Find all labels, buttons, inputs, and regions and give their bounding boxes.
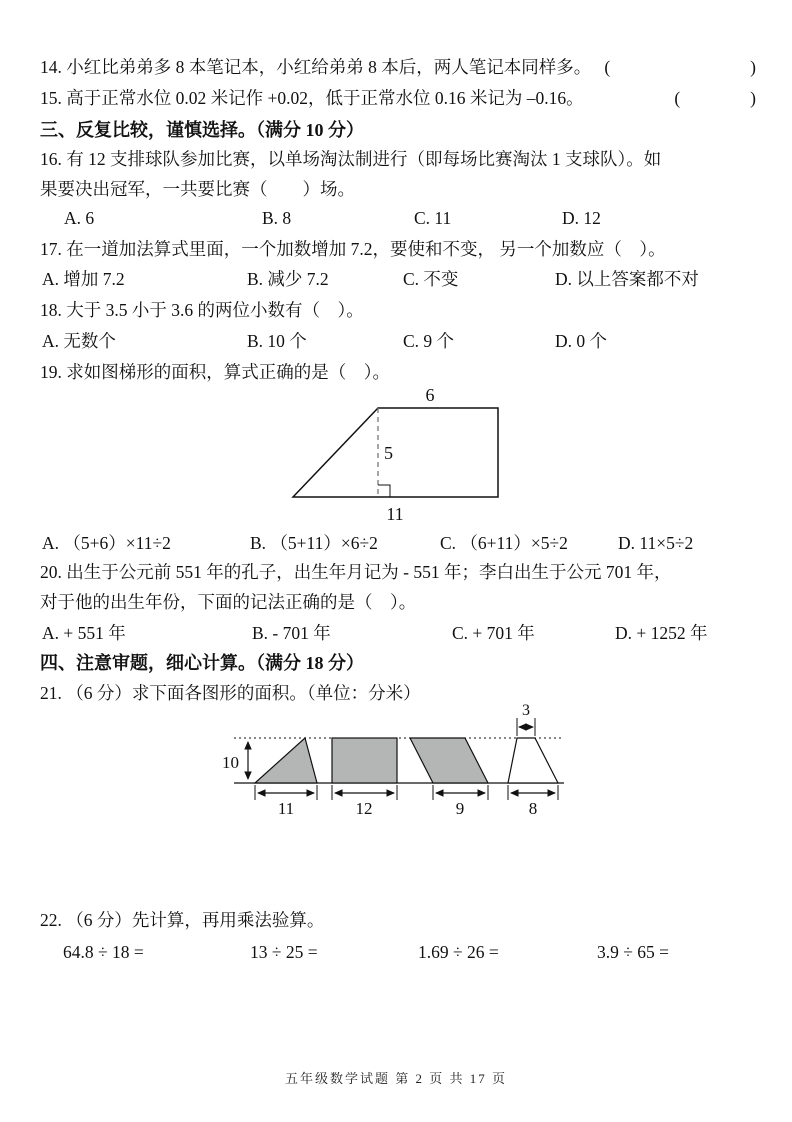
q17-option-c: C. 不变 — [403, 269, 459, 289]
q20-option-b: B. - 701 年 — [252, 623, 331, 643]
question-20-options — [0, 620, 792, 646]
q16-option-c: C. 11 — [414, 208, 452, 228]
page-footer: 五年级数学试题 第 2 页 共 17 页 — [284, 1071, 507, 1086]
spacer — [584, 85, 675, 111]
q18-option-a: A. 无数个 — [42, 331, 116, 351]
height-label: 5 — [384, 443, 393, 463]
q21-figure-svg — [220, 702, 575, 820]
question-16-options — [0, 205, 792, 231]
answer-blank-close: ) — [750, 57, 756, 77]
triangle-base-label: 11 — [277, 799, 295, 818]
rectangle-base-label: 12 — [355, 799, 373, 818]
top-length-label: 6 — [425, 385, 435, 405]
question-17-options — [0, 266, 792, 292]
q21-shapes-figure — [220, 702, 575, 820]
question-16-line1: 16. 有 12 支排球队参加比赛，以单场淘汰制进行（即每场比赛淘汰 1 支球队）。如 — [40, 149, 662, 169]
question-15-text: 15. 高于正常水位 0.02 米记作 +0.02，低于正常水位 0.16 米记为 –0.16。 — [40, 88, 584, 108]
q18-option-d: D. 0 个 — [555, 331, 608, 351]
question-18-options — [0, 328, 792, 354]
trapezoid-shape — [293, 408, 498, 497]
answer-blank-close: ) — [750, 88, 756, 108]
base-length-label: 11 — [386, 504, 404, 524]
q17-option-b: B. 减少 7.2 — [247, 269, 329, 289]
q16-option-d: D. 12 — [562, 208, 601, 228]
q20-option-c: C. + 701 年 — [452, 623, 535, 643]
q19-option-a: A. （5+6）×11÷2 — [42, 533, 171, 553]
parallelogram-shape — [410, 738, 488, 783]
question-14-text: 14. 小红比弟弟多 8 本笔记本，小红给弟弟 8 本后，两人笔记本同样多。 — [40, 57, 592, 77]
question-22-expressions — [0, 939, 792, 965]
q17-option-a: A. 增加 7.2 — [42, 269, 125, 289]
q20-option-a: A. + 551 年 — [42, 623, 126, 643]
q19-option-d: D. 11×5÷2 — [618, 533, 694, 553]
q18-option-b: B. 10 个 — [247, 331, 307, 351]
trapezoid-base-label: 8 — [528, 799, 538, 818]
question-21-line: 21. （6 分）求下面各图形的面积。（单位：分米） — [40, 683, 421, 703]
section-3-heading: 三、反复比较，谨慎选择。（满分 10 分） — [40, 120, 364, 140]
q16-option-a: A. 6 — [64, 208, 95, 228]
trapezoid-shape — [508, 738, 558, 783]
q16-option-b: B. 8 — [262, 208, 292, 228]
q22-expression-3: 1.69 ÷ 26 = — [418, 942, 499, 962]
answer-blank-gap — [610, 54, 750, 80]
q22-expression-1: 64.8 ÷ 18 = — [63, 942, 144, 962]
q18-option-c: C. 9 个 — [403, 331, 455, 351]
section-4-heading: 四、注意审题，细心计算。（满分 18 分） — [40, 653, 364, 673]
question-14-line — [40, 54, 756, 80]
question-19-line: 19. 求如图梯形的面积，算式正确的是（ ）。 — [40, 362, 390, 382]
right-angle-mark — [378, 485, 390, 497]
q22-expression-4: 3.9 ÷ 65 = — [597, 942, 669, 962]
question-15-line — [40, 85, 756, 111]
question-20-line1: 20. 出生于公元前 551 年的孔子，出生年月记为 - 551 年；李白出生于公元 701 年， — [40, 562, 672, 582]
question-22-line: 22. （6 分）先计算，再用乘法验算。 — [40, 910, 325, 930]
question-17-line: 17. 在一道加法算式里面，一个加数增加 7.2，要使和不变， 另一个加数应（ ）。 — [40, 239, 666, 259]
question-20-line2: 对于他的出生年份，下面的记法正确的是（ ）。 — [40, 592, 417, 612]
trapezoid-top-label: 3 — [522, 702, 530, 719]
rectangle-shape — [332, 738, 397, 783]
answer-blank-open: ( — [674, 88, 681, 108]
answer-blank-gap — [680, 85, 750, 111]
triangle-shape — [255, 738, 317, 783]
question-16-line2: 果要决出冠军，一共要比赛（ ）场。 — [40, 179, 355, 199]
q19-trapezoid-figure — [283, 383, 513, 528]
q17-option-d: D. 以上答案都不对 — [555, 269, 699, 289]
height-label: 10 — [222, 753, 239, 772]
question-18-line: 18. 大于 3.5 小于 3.6 的两位小数有（ ）。 — [40, 300, 364, 320]
answer-blank-open: ( — [604, 57, 611, 77]
parallelogram-base-label: 9 — [455, 799, 465, 818]
q20-option-d: D. + 1252 年 — [615, 623, 708, 643]
spacer — [591, 54, 604, 80]
q22-expression-2: 13 ÷ 25 = — [250, 942, 318, 962]
q19-option-b: B. （5+11）×6÷2 — [250, 533, 378, 553]
q19-figure-svg — [283, 383, 513, 528]
q19-option-c: C. （6+11）×5÷2 — [440, 533, 568, 553]
question-19-options — [0, 530, 792, 556]
